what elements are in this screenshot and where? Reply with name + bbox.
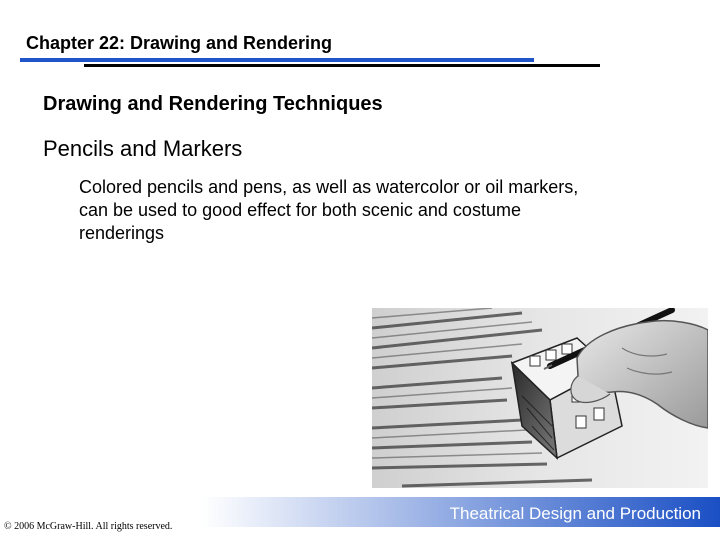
header-rule-blue	[20, 58, 534, 62]
footer-book-title: Theatrical Design and Production	[449, 504, 701, 523]
drawing-photo	[372, 308, 708, 488]
copyright-notice: © 2006 McGraw-Hill. All rights reserved.	[4, 521, 173, 532]
slide-heading: Drawing and Rendering Techniques	[43, 93, 383, 115]
chapter-title: Chapter 22: Drawing and Rendering	[26, 33, 333, 53]
header-rule-black	[84, 64, 600, 67]
slide-body-text: Colored pencils and pens, as well as watercolor or oil markers, can be used to good effect for both scenic and costume renderings	[79, 177, 579, 243]
slide-subheading: Pencils and Markers	[43, 136, 243, 161]
